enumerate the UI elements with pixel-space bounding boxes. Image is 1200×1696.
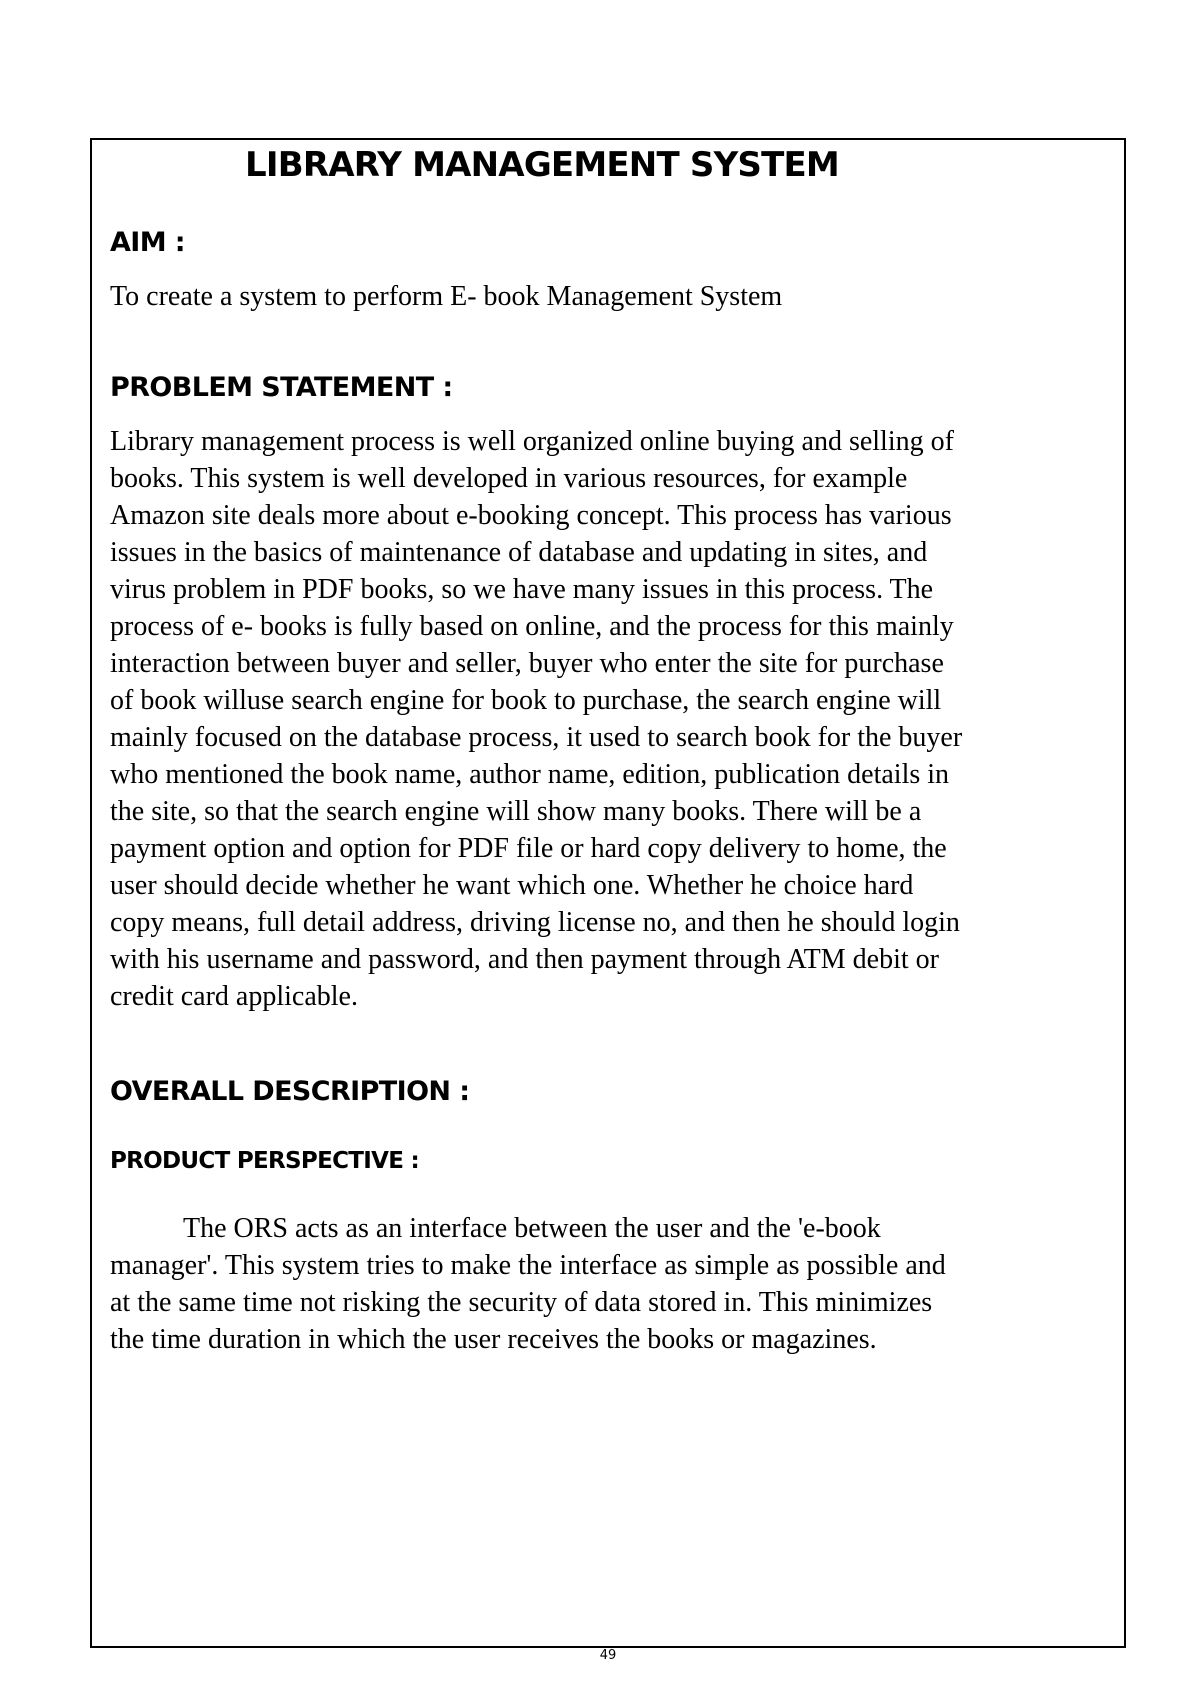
paragraph-line: process of e- books is fully based on online, and the process for this mainly — [110, 611, 954, 642]
paragraph-line: Amazon site deals more about e-booking concept. This process has various — [110, 500, 952, 531]
product-perspective-heading: PRODUCT PERSPECTIVE : — [110, 1148, 420, 1174]
paragraph-line: books. This system is well developed in various resources, for example — [110, 463, 908, 494]
overall-description-heading: OVERALL DESCRIPTION : — [110, 1076, 470, 1107]
paragraph-line: of book willuse search engine for book to purchase, the search engine will — [110, 685, 942, 716]
product-perspective-paragraph — [110, 1210, 1110, 1358]
paragraph-line: The ORS acts as an interface between the user and the 'e-book — [183, 1213, 881, 1244]
paragraph-line: virus problem in PDF books, so we have many issues in this process. The — [110, 574, 934, 605]
paragraph-line: user should decide whether he want which one. Whether he choice hard — [110, 870, 914, 901]
paragraph-line: interaction between buyer and seller, buyer who enter the site for purchase — [110, 648, 944, 679]
paragraph-line: credit card applicable. — [110, 981, 358, 1012]
paragraph-line: with his username and password, and then payment through ATM debit or — [110, 944, 939, 975]
paragraph-line: Library management process is well organized online buying and selling of — [110, 426, 954, 457]
paragraph-line: manager'. This system tries to make the interface as simple as possible and — [110, 1250, 946, 1281]
paragraph-line: payment option and option for PDF file or hard copy delivery to home, the — [110, 833, 947, 864]
paragraph-line: mainly focused on the database process, it used to search book for the buyer — [110, 722, 963, 753]
paragraph-line: who mentioned the book name, author name, edition, publication details in — [110, 759, 950, 790]
aim-text: To create a system to perform E- book Management System — [110, 281, 783, 312]
paragraph-line: the time duration in which the user receives the books or magazines. — [110, 1324, 877, 1355]
aim-heading: AIM : — [110, 227, 186, 258]
page-number: 49 — [599, 1648, 617, 1663]
document-title: LIBRARY MANAGEMENT SYSTEM — [245, 145, 839, 185]
problem-statement-heading: PROBLEM STATEMENT : — [110, 372, 453, 403]
paragraph-line: at the same time not risking the security of data stored in. This minimizes — [110, 1287, 933, 1318]
problem-statement-paragraph — [110, 423, 1110, 1015]
paragraph-line: the site, so that the search engine will show many books. There will be a — [110, 796, 922, 827]
paragraph-line: issues in the basics of maintenance of database and updating in sites, and — [110, 537, 928, 568]
paragraph-line: copy means, full detail address, driving license no, and then he should login — [110, 907, 960, 938]
